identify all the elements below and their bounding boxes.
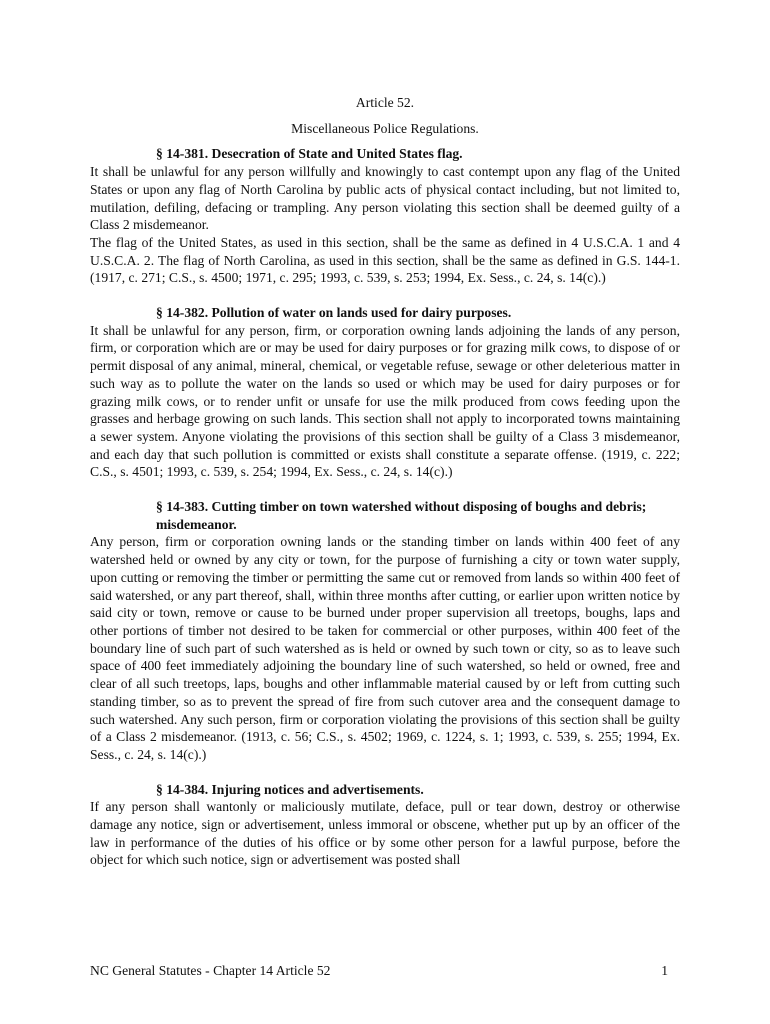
page-number: 1 [661,963,668,978]
section-heading: § 14-383. Cutting timber on town watershed without disposing of boughs and debris; misdemeanor. [156,499,647,532]
page-footer [90,962,680,979]
document-page [90,94,680,869]
article-number: Article 52. [355,95,415,110]
section-14-384 [90,781,680,870]
section-14-382 [90,304,680,481]
section-heading: § 14-382. Pollution of water on lands used for dairy purposes. [156,305,512,321]
section-14-381 [90,145,680,287]
article-title: Miscellaneous Police Regulations. [291,120,479,136]
section-paragraph: It shall be unlawful for any person willfully and knowingly to cast contempt upon any flag of the United States or upon any flag of North Carolina by public acts of physical contact including, but not limited to, mutilation, defiling, defacing or trampling. Any person violating this section shall be deemed guilty of a Class 2 misdemeanor. [90,164,680,233]
section-paragraph: It shall be unlawful for any person, firm, or corporation owning lands adjoining the lands of any person, firm, or corporation which are or may be used for dairy purposes or for grazing milk cows, to dispose of or permit disposal of any animal, mineral, chemical, or vegetable refuse, sewage or other deleterious matter in such way as to pollute the water on the lands so used or which may be used for dairy purposes or for grazing milk cows, or to render unfit or unsafe for use the milk produced from cows feeding upon the grasses and herbage growing on such lands. This section shall not apply to incorporated towns maintaining a sewer system. Anyone violating the provisions of this section shall be guilty of a Class 3 misdemeanor, and each day that such pollution is committed or exists shall constitute a separate offense. (1919, c. 222; C.S., s. 4501; 1993, c. 539, s. 254; 1994, Ex. Sess., c. 24, s. 14(c).) [90,322,680,480]
section-paragraph: The flag of the United States, as used in this section, shall be the same as defined in 4 U.S.C.A. 1 and 4 U.S.C.A. 2. The flag of North Carolina, as used in this section, shall be the same as defined in G.S. 144-1. (1917, c. 271; C.S., s. 4500; 1971, c. 295; 1993, c. 539, s. 253; 1994, Ex. Sess., c. 24, s. 14(c).) [90,234,680,286]
section-paragraph: Any person, firm or corporation owning lands or the standing timber on lands within 400 feet of any watershed held or owned by any city or town, for the purpose of furnishing a city or town water supply, upon cutting or removing the timber or permitting the same cut or removed from lands so within 400 feet of said watershed, or any part thereof, shall, within three months after cutting, or earlier upon written notice by said city or town, remove or cause to be burned under proper supervision all treetops, boughs, laps and other portions of timber not desired to be taken for commercial or other purposes, within 400 feet of the boundary line of such part of such watershed as is held or owned by such town or city, so as to leave such space of 400 feet immediately adjoining the boundary line of such watershed, so held or owned, free and clear of all such treetops, laps, boughs and other inflammable material caused by or left from cutting such standing timber, so as to prevent the spread of fire from such cutover area and the consequent damage to such watershed. Any such person, firm or corporation violating the provisions of this section shall be guilty of a Class 2 misdemeanor. (1913, c. 56; C.S., s. 4502; 1969, c. 1224, s. 1; 1993, c. 539, s. 255; 1994, Ex. Sess., c. 24, s. 14(c).) [90,534,680,762]
section-paragraph: If any person shall wantonly or maliciously mutilate, deface, pull or tear down, destroy or otherwise damage any notice, sign or advertisement, unless immoral or obscene, whether put up by an officer of the law in performance of the duties of his office or by some other person for a lawful purpose, before the object for which such notice, sign or advertisement was posted shall [90,799,680,868]
section-14-383 [90,498,680,764]
footer-title: NC General Statutes - Chapter 14 Article 52 [90,963,331,978]
section-heading: § 14-381. Desecration of State and United States flag. [156,146,463,162]
section-heading: § 14-384. Injuring notices and advertisements. [156,781,424,797]
